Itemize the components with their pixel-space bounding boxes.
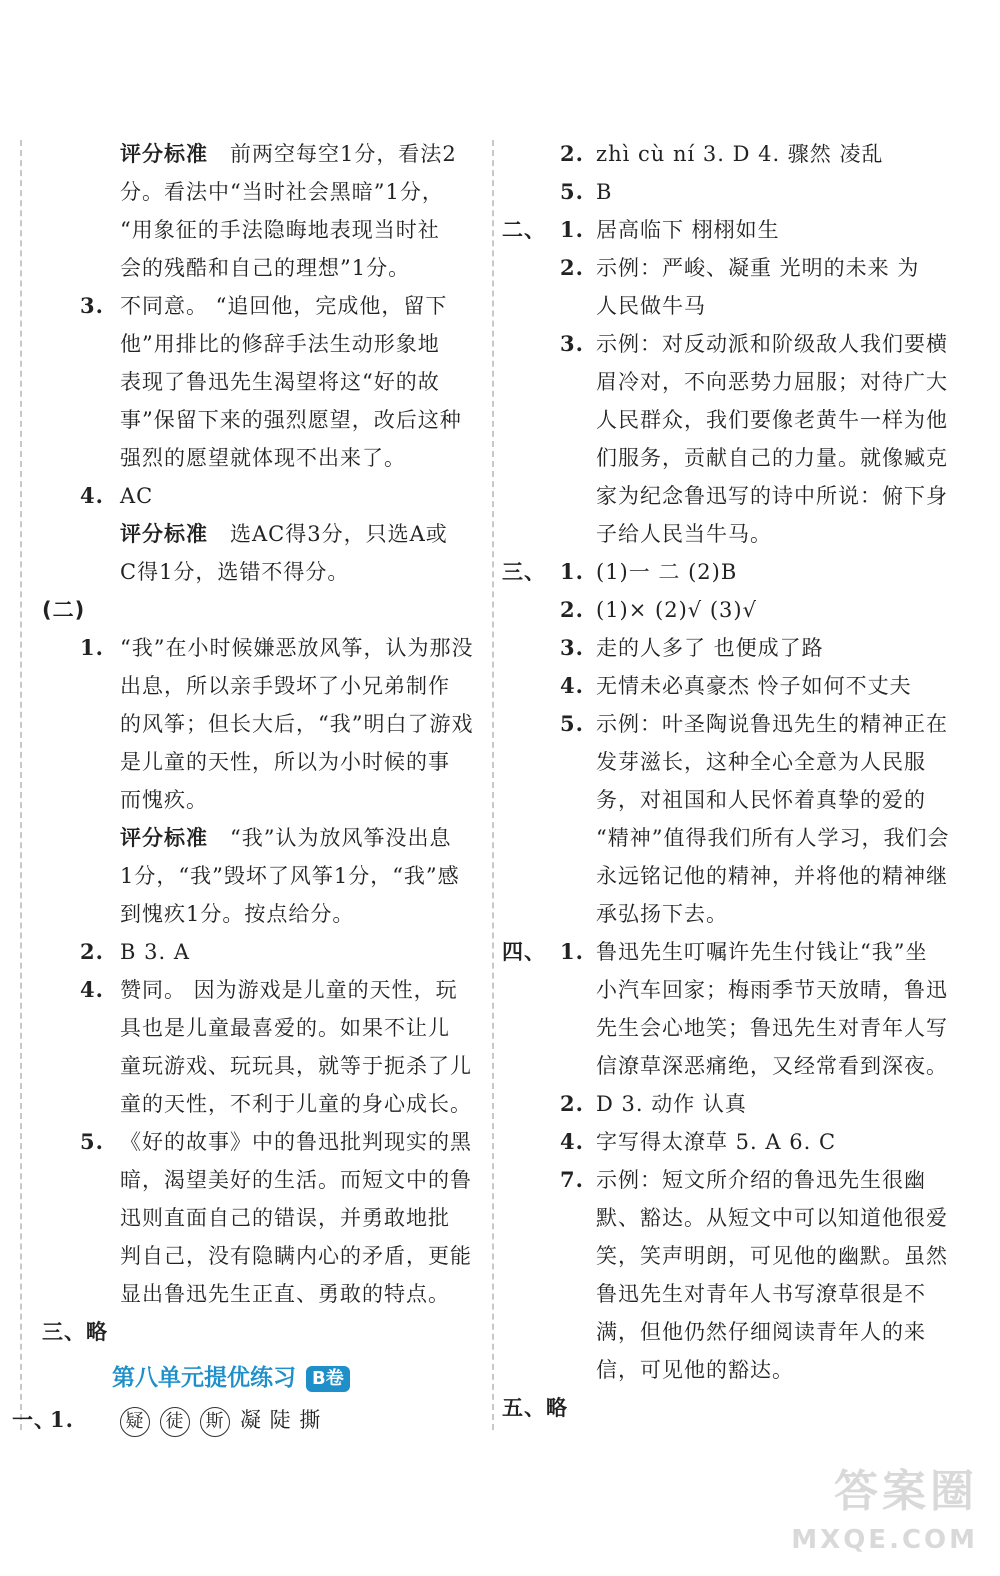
answer-text-content: 具也是儿童最喜爱的。如果不让儿 (120, 1016, 450, 1040)
answer-text-content: “用象征的手法隐晦地表现当时社 (120, 218, 440, 242)
question-number: 3. (560, 331, 584, 356)
answer-text (596, 1161, 926, 1199)
answer-line (522, 401, 982, 439)
answer-text (596, 515, 772, 553)
answer-line (42, 1123, 502, 1161)
answer-line (522, 781, 982, 819)
answer-text-content: 的风筝；但长大后，“我”明白了游戏 (120, 712, 474, 736)
answer-text (596, 1275, 926, 1313)
answer-line (522, 1237, 982, 1275)
answer-text (120, 135, 457, 173)
question-number: 2. (560, 597, 584, 622)
answer-text-content: 显出鲁迅先生正直、勇敢的特点。 (120, 1282, 450, 1306)
answer-line (42, 1199, 502, 1237)
answer-line (42, 1237, 502, 1275)
answer-line (42, 1275, 502, 1313)
answer-text (120, 1085, 472, 1123)
answer-text (596, 401, 948, 439)
answer-text-content: 他”用排比的修辞手法生动形象地 (120, 332, 440, 356)
answer-text (120, 629, 473, 667)
answer-text (120, 1161, 472, 1199)
question-number: 2. (560, 255, 584, 280)
answer-text (596, 933, 927, 971)
answer-text (120, 249, 410, 287)
answer-text-content: “我”在小时候嫌恶放风筝，认为那没 (120, 636, 474, 660)
answer-line (42, 819, 502, 857)
answer-line (12, 1401, 502, 1439)
question-number: 7. (560, 1167, 584, 1192)
question-number: 5. (560, 179, 584, 204)
answer-line (522, 629, 982, 667)
answer-text-content: 赞同。 因为游戏是儿童的天性，玩 (120, 978, 458, 1002)
answer-line (42, 477, 502, 515)
answer-text (120, 1047, 472, 1085)
answer-line (522, 705, 982, 743)
answer-line (522, 743, 982, 781)
answer-text-content: 示例：短文所介绍的鲁迅先生很幽 (596, 1168, 926, 1192)
answer-line (502, 1389, 982, 1427)
answer-line (42, 173, 502, 211)
answer-text-content: 不同意。 “追回他，完成他，留下 (120, 294, 448, 318)
answer-text-content: 而愧疚。 (120, 788, 208, 812)
answer-text-content: 承弘扬下去。 (596, 902, 728, 926)
answer-line (522, 1199, 982, 1237)
answer-text-content: 发芽滋长，这种全心全意为人民服 (596, 750, 926, 774)
section-marker: 二、 (502, 218, 546, 242)
question-number: 1. (80, 635, 104, 660)
question-number: 1. (50, 1407, 74, 1432)
answer-line (522, 477, 982, 515)
answer-line (522, 667, 982, 705)
answer-text-content: 暗，渴望美好的生活。而短文中的鲁 (120, 1168, 472, 1192)
answer-text-content: 1分，“我”毁坏了风筝1分，“我”感 (120, 864, 460, 888)
answer-text-content: 笑，笑声明朗，可见他的幽默。虽然 (596, 1244, 948, 1268)
answer-text-content: 人民做牛马 (596, 294, 706, 318)
answer-line (42, 933, 502, 971)
answer-text (596, 1351, 794, 1389)
answer-line (42, 515, 502, 553)
answer-line (42, 629, 502, 667)
answer-line (42, 363, 502, 401)
answer-text (596, 1123, 836, 1161)
answer-text-content: “精神”值得我们所有人学习，我们会 (596, 826, 950, 850)
answer-text (596, 1009, 948, 1047)
answer-text (120, 363, 440, 401)
answer-line (42, 667, 502, 705)
answer-line (42, 591, 502, 629)
question-number: 5. (560, 711, 584, 736)
answer-text (120, 1237, 472, 1275)
answer-text-content: 无情未必真豪杰 怜子如何不丈夫 (596, 674, 912, 698)
answer-text (596, 629, 824, 667)
answer-text (596, 325, 948, 363)
answer-text-content: 到愧疚1分。按点给分。 (120, 902, 355, 926)
answer-line (522, 1313, 982, 1351)
answer-text-content: C得1分，选错不得分。 (120, 560, 350, 584)
answer-text-content: 分。看法中“当时社会黑暗”1分， (120, 180, 444, 204)
answer-line (522, 1009, 982, 1047)
answer-text-content: 示例：严峻、凝重 光明的未来 为 (596, 256, 920, 280)
section-marker: 三、 (502, 560, 546, 584)
question-number: 4. (560, 1129, 584, 1154)
question-number: 2. (80, 939, 104, 964)
question-number: 1. (560, 939, 584, 964)
answer-line (522, 325, 982, 363)
question-number: 3. (560, 635, 584, 660)
answer-line (42, 135, 502, 173)
answer-text-content: 眉冷对，不向恶势力屈服；对待广大 (596, 370, 948, 394)
answer-text-content: 强烈的愿望就体现不出来了。 (120, 446, 406, 470)
answer-line (42, 781, 502, 819)
answer-text-content: 先生会心地笑；鲁迅先生对青年人写 (596, 1016, 948, 1040)
answer-text-content: 子给人民当牛马。 (596, 522, 772, 546)
answer-text (120, 857, 460, 895)
answer-text-content: 是儿童的天性，所以为小时候的事 (120, 750, 450, 774)
answer-line (42, 1047, 502, 1085)
answer-text-content: 字写得太潦草 5. A 6. C (596, 1130, 837, 1154)
answer-text-content: zhì cù ní 3. D 4. 骤然 凌乱 (596, 142, 884, 166)
answer-text (120, 439, 406, 477)
answer-text (596, 249, 919, 287)
section-heading (112, 1359, 350, 1392)
answer-text-content: 表现了鲁迅先生渴望将这“好的故 (120, 370, 440, 394)
circled-character: 徒 (160, 1407, 190, 1437)
answer-line (42, 553, 502, 591)
answer-text (596, 477, 948, 515)
scoring-criteria-label: 评分标准 (120, 142, 208, 166)
answer-line (502, 211, 982, 249)
answer-text (120, 173, 444, 211)
answer-text (596, 173, 612, 211)
watermark-url: MXQE.COM (791, 1525, 978, 1555)
answer-text-content: 示例：对反动派和阶级敌人我们要横 (596, 332, 948, 356)
scoring-criteria-label: 评分标准 (120, 522, 208, 546)
answer-text (596, 363, 948, 401)
answer-text-content: (1)× (2)√ (3)√ (596, 598, 757, 622)
circled-character: 斯 (200, 1407, 230, 1437)
answer-text (596, 1085, 747, 1123)
answer-text (596, 743, 926, 781)
answer-text (596, 135, 883, 173)
answer-line (522, 1047, 982, 1085)
answer-line (522, 1123, 982, 1161)
answer-text-content: 家为纪念鲁迅写的诗中所说：俯下身 (596, 484, 948, 508)
answer-text (120, 515, 448, 553)
answer-text (596, 781, 926, 819)
answer-text-content: 《好的故事》中的鲁迅批判现实的黑 (120, 1130, 472, 1154)
answer-text (120, 477, 153, 515)
question-number: 4. (80, 483, 104, 508)
section-marker: 四、 (502, 940, 546, 964)
answer-text-content: 会的残酷和自己的理想”1分。 (120, 256, 411, 280)
answer-text-content: 鲁迅先生叮嘱许先生付钱让“我”坐 (596, 940, 928, 964)
answer-text (120, 211, 440, 249)
answer-line (42, 287, 502, 325)
answer-text-content: 满，但他仍然仔细阅读青年人的来 (596, 1320, 926, 1344)
answer-text (596, 1237, 948, 1275)
answer-line (522, 819, 982, 857)
answer-text-content: 迅则直面自己的错误，并勇敢地批 (120, 1206, 450, 1230)
answer-text (596, 439, 948, 477)
left-divider (20, 140, 22, 1430)
answer-line (42, 249, 502, 287)
answer-line (522, 971, 982, 1009)
answer-text-content: B (596, 180, 613, 204)
answer-text-content: 童玩游戏、玩玩具，就等于扼杀了儿 (120, 1054, 472, 1078)
section-heading-text: 第八单元提优练习 (112, 1365, 296, 1391)
answer-text (120, 743, 450, 781)
answer-text (120, 1009, 450, 1047)
circled-character: 疑 (120, 1407, 150, 1437)
answer-line (42, 743, 502, 781)
answer-text (120, 895, 354, 933)
answer-text-content: 们服务，贡献自己的力量。就像臧克 (596, 446, 948, 470)
section-marker: (二) (42, 598, 86, 622)
answer-line (522, 173, 982, 211)
answer-line (42, 705, 502, 743)
answer-text (120, 705, 473, 743)
answer-line (42, 211, 502, 249)
answer-text-content: 信，可见他的豁达。 (596, 1358, 794, 1382)
answer-text (596, 857, 948, 895)
answer-text-content: “我”认为放风筝没出息 (230, 826, 452, 850)
question-number: 2. (560, 141, 584, 166)
answer-text-content: 凝 陡 撕 (240, 1408, 322, 1432)
answer-line (42, 1085, 502, 1123)
answer-text-content: 童的天性，不利于儿童的身心成长。 (120, 1092, 472, 1116)
answer-line (42, 1313, 502, 1351)
section-marker: 三、略 (42, 1320, 108, 1344)
answer-text (120, 971, 458, 1009)
answer-text (596, 1047, 948, 1085)
answer-text-content: 判自己，没有隐瞒内心的矛盾，更能 (120, 1244, 472, 1268)
answer-line (522, 1161, 982, 1199)
question-number: 4. (80, 977, 104, 1002)
section-marker: 五、略 (502, 1396, 568, 1420)
answer-text (120, 325, 440, 363)
answer-text (120, 1123, 472, 1161)
answer-line (522, 515, 982, 553)
answer-text (120, 1199, 450, 1237)
question-number: 1. (560, 559, 584, 584)
answer-text (596, 895, 728, 933)
question-number: 1. (560, 217, 584, 242)
answer-text-content: (1)一 二 (2)B (596, 560, 738, 584)
answer-text (596, 211, 780, 249)
answer-line (522, 591, 982, 629)
answer-text (596, 553, 737, 591)
answer-text (120, 287, 447, 325)
answer-text (120, 819, 451, 857)
answer-line (42, 857, 502, 895)
answer-line (522, 439, 982, 477)
watermark-logo-text: 答案圈 (834, 1466, 978, 1517)
answer-text-content: 默、豁达。从短文中可以知道他很爱 (596, 1206, 948, 1230)
answer-line (42, 1161, 502, 1199)
question-number: 3. (80, 293, 104, 318)
answer-text (120, 553, 349, 591)
answer-line (522, 1275, 982, 1313)
answer-text (596, 819, 949, 857)
answer-text-content: 小汽车回家；梅雨季节天放晴，鲁迅 (596, 978, 948, 1002)
answer-line (42, 401, 502, 439)
answer-text (596, 667, 912, 705)
answer-line (42, 971, 502, 1009)
answer-line (522, 249, 982, 287)
answer-text-content: AC (120, 484, 154, 508)
answer-text-content: 信潦草深恶痛绝，又经常看到深夜。 (596, 1054, 948, 1078)
answer-line (42, 325, 502, 363)
answer-text (596, 287, 706, 325)
answer-text (596, 591, 757, 629)
answer-line (522, 1085, 982, 1123)
answer-text (596, 705, 948, 743)
answer-line (522, 895, 982, 933)
answer-text (120, 667, 450, 705)
section-marker: 一、 (12, 1408, 56, 1432)
answer-text-content: 务，对祖国和人民怀着真挚的爱的 (596, 788, 926, 812)
site-watermark (791, 1468, 978, 1564)
question-number: 4. (560, 673, 584, 698)
question-number: 5. (80, 1129, 104, 1154)
answer-text (120, 401, 462, 439)
answer-line (522, 287, 982, 325)
answer-text (120, 1275, 450, 1313)
answer-text-content: 选AC得3分，只选A或 (230, 522, 448, 546)
volume-badge: B卷 (306, 1366, 350, 1392)
answer-text-content: D 3. 动作 认真 (596, 1092, 747, 1116)
answer-line (502, 553, 982, 591)
question-number: 2. (560, 1091, 584, 1116)
answer-text-content: 居高临下 栩栩如生 (596, 218, 780, 242)
answer-line (42, 1009, 502, 1047)
answer-line (522, 363, 982, 401)
scoring-criteria-label: 评分标准 (120, 826, 208, 850)
answer-text (596, 1199, 948, 1237)
answer-text-content: 前两空每空1分，看法2 (230, 142, 457, 166)
answer-text (120, 781, 208, 819)
answer-text (596, 971, 948, 1009)
answer-text-content: 永远铭记他的精神，并将他的精神继 (596, 864, 948, 888)
answer-text-content: 事”保留下来的强烈愿望，改后这种 (120, 408, 462, 432)
answer-text-content: 走的人多了 也便成了路 (596, 636, 824, 660)
answer-text (120, 933, 190, 971)
answer-line (522, 1351, 982, 1389)
answer-text-content: 鲁迅先生对青年人书写潦草很是不 (596, 1282, 926, 1306)
answer-text-content: 示例：叶圣陶说鲁迅先生的精神正在 (596, 712, 948, 736)
answer-line (522, 857, 982, 895)
answer-line (502, 933, 982, 971)
answer-text (596, 1313, 926, 1351)
answer-line (42, 439, 502, 477)
answer-line (522, 135, 982, 173)
answer-text-content: B 3. A (120, 940, 190, 964)
answer-text-content: 人民群众，我们要像老黄牛一样为他 (596, 408, 948, 432)
answer-text (120, 1401, 321, 1439)
answer-line (42, 895, 502, 933)
answer-text-content: 出息，所以亲手毁坏了小兄弟制作 (120, 674, 450, 698)
